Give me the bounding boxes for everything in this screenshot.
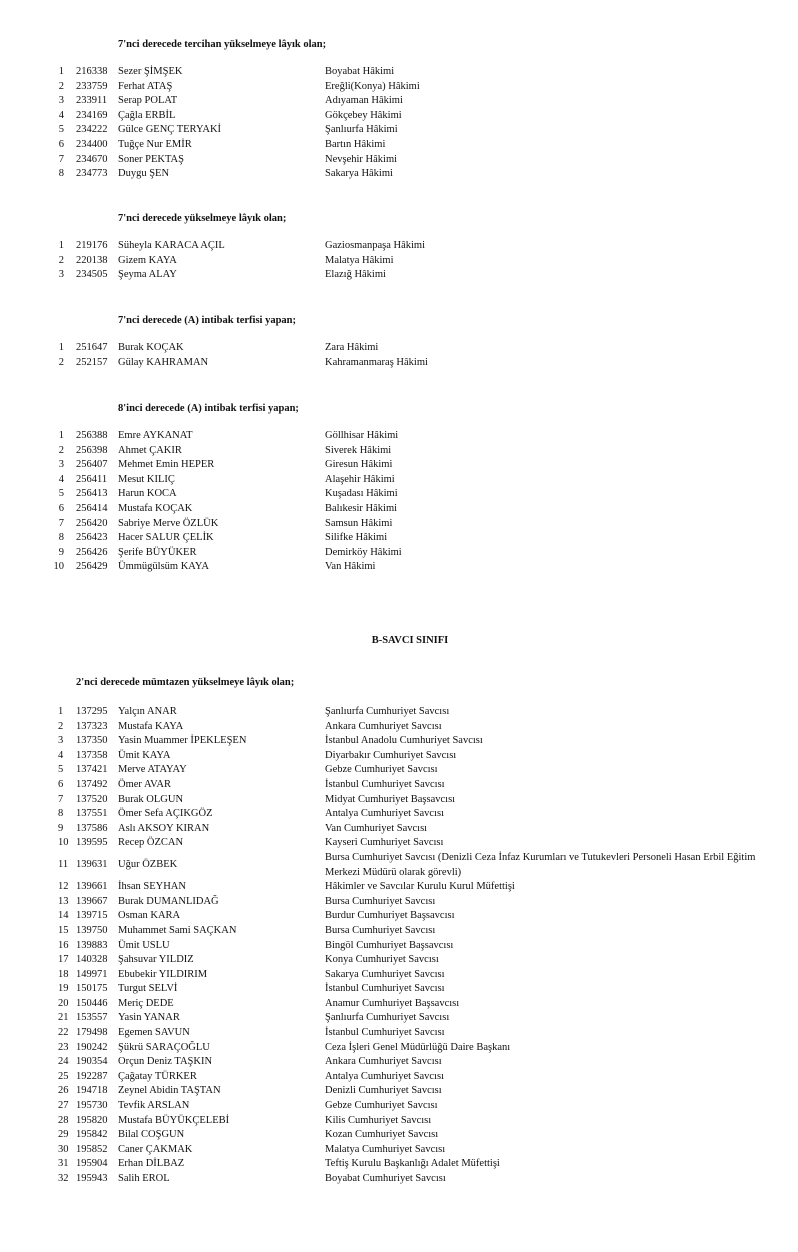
position-title: Göllhisar Hâkimi [325,430,399,441]
registry-number: 234222 [76,124,108,136]
registry-number: 256426 [76,546,108,558]
registry-number: 137586 [76,822,108,834]
person-name: Şahsuvar YILDIZ [118,954,194,966]
registry-number: 256420 [76,517,108,529]
table-row [0,358,798,373]
person-name: Ümit KAYA [118,749,171,761]
row-number: 3 [58,95,64,107]
section-heading: 7'nci derecede yükselmeye lâyık olan; [118,213,287,224]
person-name: Süheyla KARACA AÇIL [118,240,225,251]
class-title: B-SAVCI SINIFI [371,635,449,646]
position-title: İstanbul Cumhuriyet Savcısı [325,778,445,790]
table-row [0,999,798,1014]
row-number: 1 [58,706,64,717]
person-name: Muhammet Sami SAÇKAN [118,924,237,936]
section-heading: 7'nci derecede tercihan yükselmeye lâyık olan; [118,39,327,50]
registry-number: 190354 [76,1056,108,1068]
person-name: Harun KOCA [118,488,177,500]
position-title: Demirköy Hâkimi [325,546,402,558]
row-number: 14 [58,910,69,922]
row-number: 29 [58,1129,69,1141]
table-row [0,955,798,970]
person-name: Gülay KAHRAMAN [118,356,209,368]
row-number: 25 [58,1070,69,1082]
registry-number: 153557 [76,1012,108,1024]
row-number: 24 [58,1056,69,1068]
registry-number: 137350 [76,735,108,747]
position-title: Anamur Cumhuriyet Başsavcısı [325,997,460,1009]
position-title: Şanlıurfa Cumhuriyet Savcısı [325,706,450,717]
position-title: Antalya Cumhuriyet Savcısı [325,1070,444,1082]
position-title: Sakarya Cumhuriyet Savcısı [325,968,445,980]
table-row [0,941,798,956]
section-heading: 8'inci derecede (A) intibak terfisi yapan; [118,403,299,414]
registry-number: 195904 [76,1158,108,1170]
person-name: Mesut KILIÇ [118,473,175,485]
row-number: 2 [58,356,64,368]
registry-number: 256407 [76,459,108,471]
person-name: Erhan DİLBAZ [118,1158,185,1170]
row-number: 22 [58,1027,69,1039]
row-number: 23 [58,1041,69,1053]
registry-number: 251647 [76,342,108,353]
person-name: Ömer AVAR [118,778,171,790]
position-title: İstanbul Anadolu Cumhuriyet Savcısı [325,735,483,747]
table-row [0,533,798,548]
registry-number: 139750 [76,924,108,936]
registry-number: 234505 [76,269,108,281]
position-title: Kilis Cumhuriyet Savcısı [325,1114,432,1126]
row-number: 19 [58,983,69,995]
person-name: Burak DUMANLIDAĞ [118,895,219,907]
position-title: Nevşehir Hâkimi [325,153,398,165]
person-name: Orçun Deniz TAŞKIN [118,1056,213,1068]
position-title: İstanbul Cumhuriyet Savcısı [325,1027,445,1039]
registry-number: 137551 [76,808,108,820]
registry-number: 139595 [76,837,108,849]
position-title: Samsun Hâkimi [325,517,393,529]
position-title: Alaşehir Hâkimi [325,473,395,485]
row-number: 7 [58,517,64,529]
person-name: Recep ÖZCAN [118,837,184,849]
registry-number: 219176 [76,240,108,251]
registry-number: 150175 [76,983,108,995]
row-number: 31 [58,1158,69,1170]
table-row [0,270,798,285]
position-title: Kahramanmaraş Hâkimi [325,356,428,368]
position-title: Van Cumhuriyet Savcısı [325,822,428,834]
row-number: 21 [58,1012,69,1024]
registry-number: 139631 [76,858,108,870]
table-row [0,140,798,155]
row-number: 3 [58,269,64,281]
position-title: Elazığ Hâkimi [325,269,386,281]
registry-number: 195852 [76,1143,108,1155]
row-number: 2 [58,720,64,732]
position-title: Sakarya Hâkimi [325,168,393,180]
table-row [0,1101,798,1116]
person-name: Egemen SAVUN [118,1027,190,1039]
person-name: Ümit USLU [118,939,170,951]
row-number: 2 [58,80,64,92]
table-row [0,446,798,461]
table-row [0,125,798,140]
registry-number: 149971 [76,968,108,980]
table-row [0,707,798,722]
position-title: Van Hâkimi [325,561,376,573]
row-number: 8 [58,168,64,180]
person-name: Soner PEKTAŞ [118,153,184,165]
position-title: Gebze Cumhuriyet Savcısı [325,1100,438,1112]
registry-number: 216338 [76,66,108,77]
table-row [0,475,798,490]
registry-number: 220138 [76,254,108,266]
table-row [0,984,798,999]
person-name: Burak OLGUN [118,793,184,805]
row-number: 1 [58,66,64,77]
row-number: 27 [58,1100,69,1112]
position-title: Midyat Cumhuriyet Başsavcısı [325,793,456,805]
row-number: 20 [58,997,69,1009]
position-title: Silifke Hâkimi [325,532,388,544]
position-title: Gaziosmanpaşa Hâkimi [325,240,426,251]
row-number: 10 [58,837,69,849]
person-name: Çağatay TÜRKER [118,1070,197,1082]
position-title: Ereğli(Konya) Hâkimi [325,80,420,92]
person-name: Merve ATAYAY [118,764,187,776]
table-row [0,765,798,780]
table-row [0,460,798,475]
position-title: Kuşadası Hâkimi [325,488,398,500]
position-title: Boyabat Hâkimi [325,66,395,77]
person-name: Yasin YANAR [118,1012,180,1024]
person-name: Uğur ÖZBEK [118,858,178,870]
table-row [0,911,798,926]
registry-number: 137358 [76,749,108,761]
row-number: 3 [58,459,64,471]
section-heading: 7'nci derecede (A) intibak terfisi yapan; [118,315,296,326]
registry-number: 179498 [76,1027,108,1039]
person-name: Turgut SELVİ [118,983,178,995]
person-name: Ömer Sefa AÇIKGÖZ [118,808,213,820]
prosecutor-list [0,707,798,1189]
position-title: Ankara Cumhuriyet Savcısı [325,1056,442,1068]
row-number: 7 [58,793,64,805]
row-number: 4 [58,749,64,761]
row-number: 28 [58,1114,69,1126]
row-number: 17 [58,954,69,966]
registry-number: 195730 [76,1100,108,1112]
position-title: Teftiş Kurulu Başkanlığı Adalet Müfettişi [325,1158,500,1170]
table-row [0,241,798,256]
row-number: 8 [58,532,64,544]
person-name: Yasin Muammer İPEKLEŞEN [118,735,247,747]
row-number: 1 [58,342,64,353]
person-name: Zeynel Abidin TAŞTAN [118,1085,221,1097]
registry-number: 137323 [76,720,108,732]
position-title: Bingöl Cumhuriyet Başsavcısı [325,939,454,951]
row-number: 4 [58,109,64,121]
registry-number: 256423 [76,532,108,544]
row-number: 7 [58,153,64,165]
person-name: Aslı AKSOY KIRAN [118,822,210,834]
position-title: Şanlıurfa Hâkimi [325,124,398,136]
judge-list [0,343,798,372]
row-number: 1 [58,430,64,441]
position-title: Kayseri Cumhuriyet Savcısı [325,837,444,849]
table-row [0,1057,798,1072]
row-number: 9 [58,546,64,558]
registry-number: 233911 [76,95,108,107]
registry-number: 195820 [76,1114,108,1126]
table-row [0,96,798,111]
person-name: Şükrü SARAÇOĞLU [118,1041,210,1053]
registry-number: 256388 [76,430,108,441]
table-row [0,780,798,795]
registry-number: 137492 [76,778,108,790]
row-number: 11 [58,858,69,870]
row-number: 16 [58,939,69,951]
table-row [0,343,798,358]
person-name: Ümmügülsüm KAYA [118,561,209,573]
registry-number: 137295 [76,706,108,717]
table-row [0,853,798,882]
row-number: 8 [58,808,64,820]
registry-number: 195842 [76,1129,108,1141]
position-title: Ankara Cumhuriyet Savcısı [325,720,442,732]
position-title: Antalya Cumhuriyet Savcısı [325,808,444,820]
person-name: Çağla ERBİL [118,109,176,121]
registry-number: 137421 [76,764,108,776]
person-name: Sabriye Merve ÖZLÜK [118,517,219,529]
registry-number: 234773 [76,168,108,180]
position-title: Adıyaman Hâkimi [325,95,403,107]
person-name: Bilal COŞGUN [118,1129,185,1141]
person-name: Tevfik ARSLAN [118,1100,190,1112]
position-title: Bursa Cumhuriyet Savcısı [325,895,436,907]
position-title: Bartın Hâkimi [325,138,386,150]
person-name: Caner ÇAKMAK [118,1143,193,1155]
table-row [0,431,798,446]
position-title: Boyabat Cumhuriyet Savcısı [325,1173,446,1184]
table-row [0,1013,798,1028]
position-title: Şanlıurfa Cumhuriyet Savcısı [325,1012,450,1024]
table-row [0,82,798,97]
person-name: Meriç DEDE [118,997,174,1009]
row-number: 5 [58,764,64,776]
row-number: 6 [58,138,64,150]
person-name: Ferhat ATAŞ [118,80,173,92]
registry-number: 233759 [76,80,108,92]
position-title: Gökçebey Hâkimi [325,109,402,121]
table-row [0,1116,798,1131]
position-title: Zara Hâkimi [325,342,379,353]
position-title: Bursa Cumhuriyet Savcısı (Denizli Ceza İnfaz Kurumları ve Tutukevleri Personeli Hasan Erbil Eğitim Merkezi Müdürü olarak görevli) [325,851,756,878]
person-name: Emre AYKANAT [118,430,193,441]
person-name: Ahmet ÇAKIR [118,444,182,456]
person-name: Sezer ŞİMŞEK [118,66,183,77]
table-row [0,1028,798,1043]
person-name: Yalçın ANAR [118,706,177,717]
position-title: Malatya Cumhuriyet Savcısı [325,1143,446,1155]
row-number: 10 [53,561,64,573]
position-title: Ceza İşleri Genel Müdürlüğü Daire Başkanı [325,1041,511,1053]
row-number: 3 [58,735,64,747]
person-name: Burak KOÇAK [118,342,184,353]
position-title: Burdur Cumhuriyet Başsavcısı [325,910,455,922]
registry-number: 195943 [76,1173,108,1184]
table-row [0,155,798,170]
row-number: 18 [58,968,69,980]
position-title: İstanbul Cumhuriyet Savcısı [325,983,445,995]
table-row [0,751,798,766]
position-title: Hâkimler ve Savcılar Kurulu Kurul Müfettişi [325,881,515,893]
person-name: Ebubekir YILDIRIM [118,968,208,980]
table-row [0,897,798,912]
registry-number: 150446 [76,997,108,1009]
row-number: 12 [58,881,69,893]
person-name: Salih EROL [118,1173,170,1184]
person-name: Hacer SALUR ÇELİK [118,532,214,544]
position-title: Malatya Hâkimi [325,254,394,266]
table-row [0,1174,798,1189]
registry-number: 139661 [76,881,108,893]
table-row [0,562,798,577]
person-name: Duygu ŞEN [118,168,170,180]
table-row [0,736,798,751]
judge-list [0,431,798,577]
person-name: Mustafa KOÇAK [118,502,193,514]
row-number: 6 [58,502,64,514]
person-name: Serap POLAT [118,95,178,107]
person-name: Şerife BÜYÜKER [118,546,197,558]
registry-number: 139715 [76,910,108,922]
table-row [0,722,798,737]
registry-number: 252157 [76,356,108,368]
row-number: 5 [58,488,64,500]
judge-list [0,241,798,285]
registry-number: 139667 [76,895,108,907]
row-number: 9 [58,822,64,834]
registry-number: 194718 [76,1085,108,1097]
row-number: 32 [58,1173,69,1184]
table-row [0,926,798,941]
registry-number: 140328 [76,954,108,966]
table-row [0,169,798,184]
registry-number: 190242 [76,1041,108,1053]
registry-number: 192287 [76,1070,108,1082]
table-row [0,795,798,810]
registry-number: 256413 [76,488,108,500]
table-row [0,489,798,504]
person-name: Tuğçe Nur EMİR [118,138,192,150]
table-row [0,809,798,824]
person-name: Mehmet Emin HEPER [118,459,215,471]
position-title: Bursa Cumhuriyet Savcısı [325,924,436,936]
section-heading: 2'nci derecede mümtazen yükselmeye lâyık olan; [76,677,295,688]
registry-number: 234400 [76,138,108,150]
registry-number: 139883 [76,939,108,951]
table-row [0,882,798,897]
table-row [0,519,798,534]
registry-number: 256411 [76,473,108,485]
table-row [0,256,798,271]
row-number: 26 [58,1085,69,1097]
registry-number: 256414 [76,502,108,514]
registry-number: 234670 [76,153,108,165]
table-row [0,1130,798,1145]
registry-number: 256429 [76,561,108,573]
row-number: 13 [58,895,69,907]
registry-number: 137520 [76,793,108,805]
position-title: Siverek Hâkimi [325,444,392,456]
person-name: Mustafa BÜYÜKÇELEBİ [118,1114,230,1126]
row-number: 2 [58,254,64,266]
table-row [0,504,798,519]
row-number: 4 [58,473,64,485]
table-row [0,1072,798,1087]
person-name: İhsan SEYHAN [118,881,186,893]
person-name: Osman KARA [118,910,181,922]
person-name: Şeyma ALAY [118,269,177,281]
row-number: 5 [58,124,64,136]
table-row [0,67,798,82]
position-title: Balıkesir Hâkimi [325,502,398,514]
registry-number: 234169 [76,109,108,121]
row-number: 6 [58,778,64,790]
person-name: Gizem KAYA [118,254,177,266]
row-number: 1 [58,240,64,251]
table-row [0,1043,798,1058]
person-name: Gülce GENÇ TERYAKİ [118,124,222,136]
position-title: Diyarbakır Cumhuriyet Savcısı [325,749,457,761]
registry-number: 256398 [76,444,108,456]
position-title: Konya Cumhuriyet Savcısı [325,954,439,966]
position-title: Denizli Cumhuriyet Savcısı [325,1085,442,1097]
row-number: 15 [58,924,69,936]
position-title: Giresun Hâkimi [325,459,393,471]
table-row [0,1086,798,1101]
row-number: 30 [58,1143,69,1155]
person-name: Mustafa KAYA [118,720,184,732]
table-row [0,1159,798,1174]
judge-list [0,67,798,184]
position-title: Kozan Cumhuriyet Savcısı [325,1129,439,1141]
row-number: 2 [58,444,64,456]
position-title: Gebze Cumhuriyet Savcısı [325,764,438,776]
